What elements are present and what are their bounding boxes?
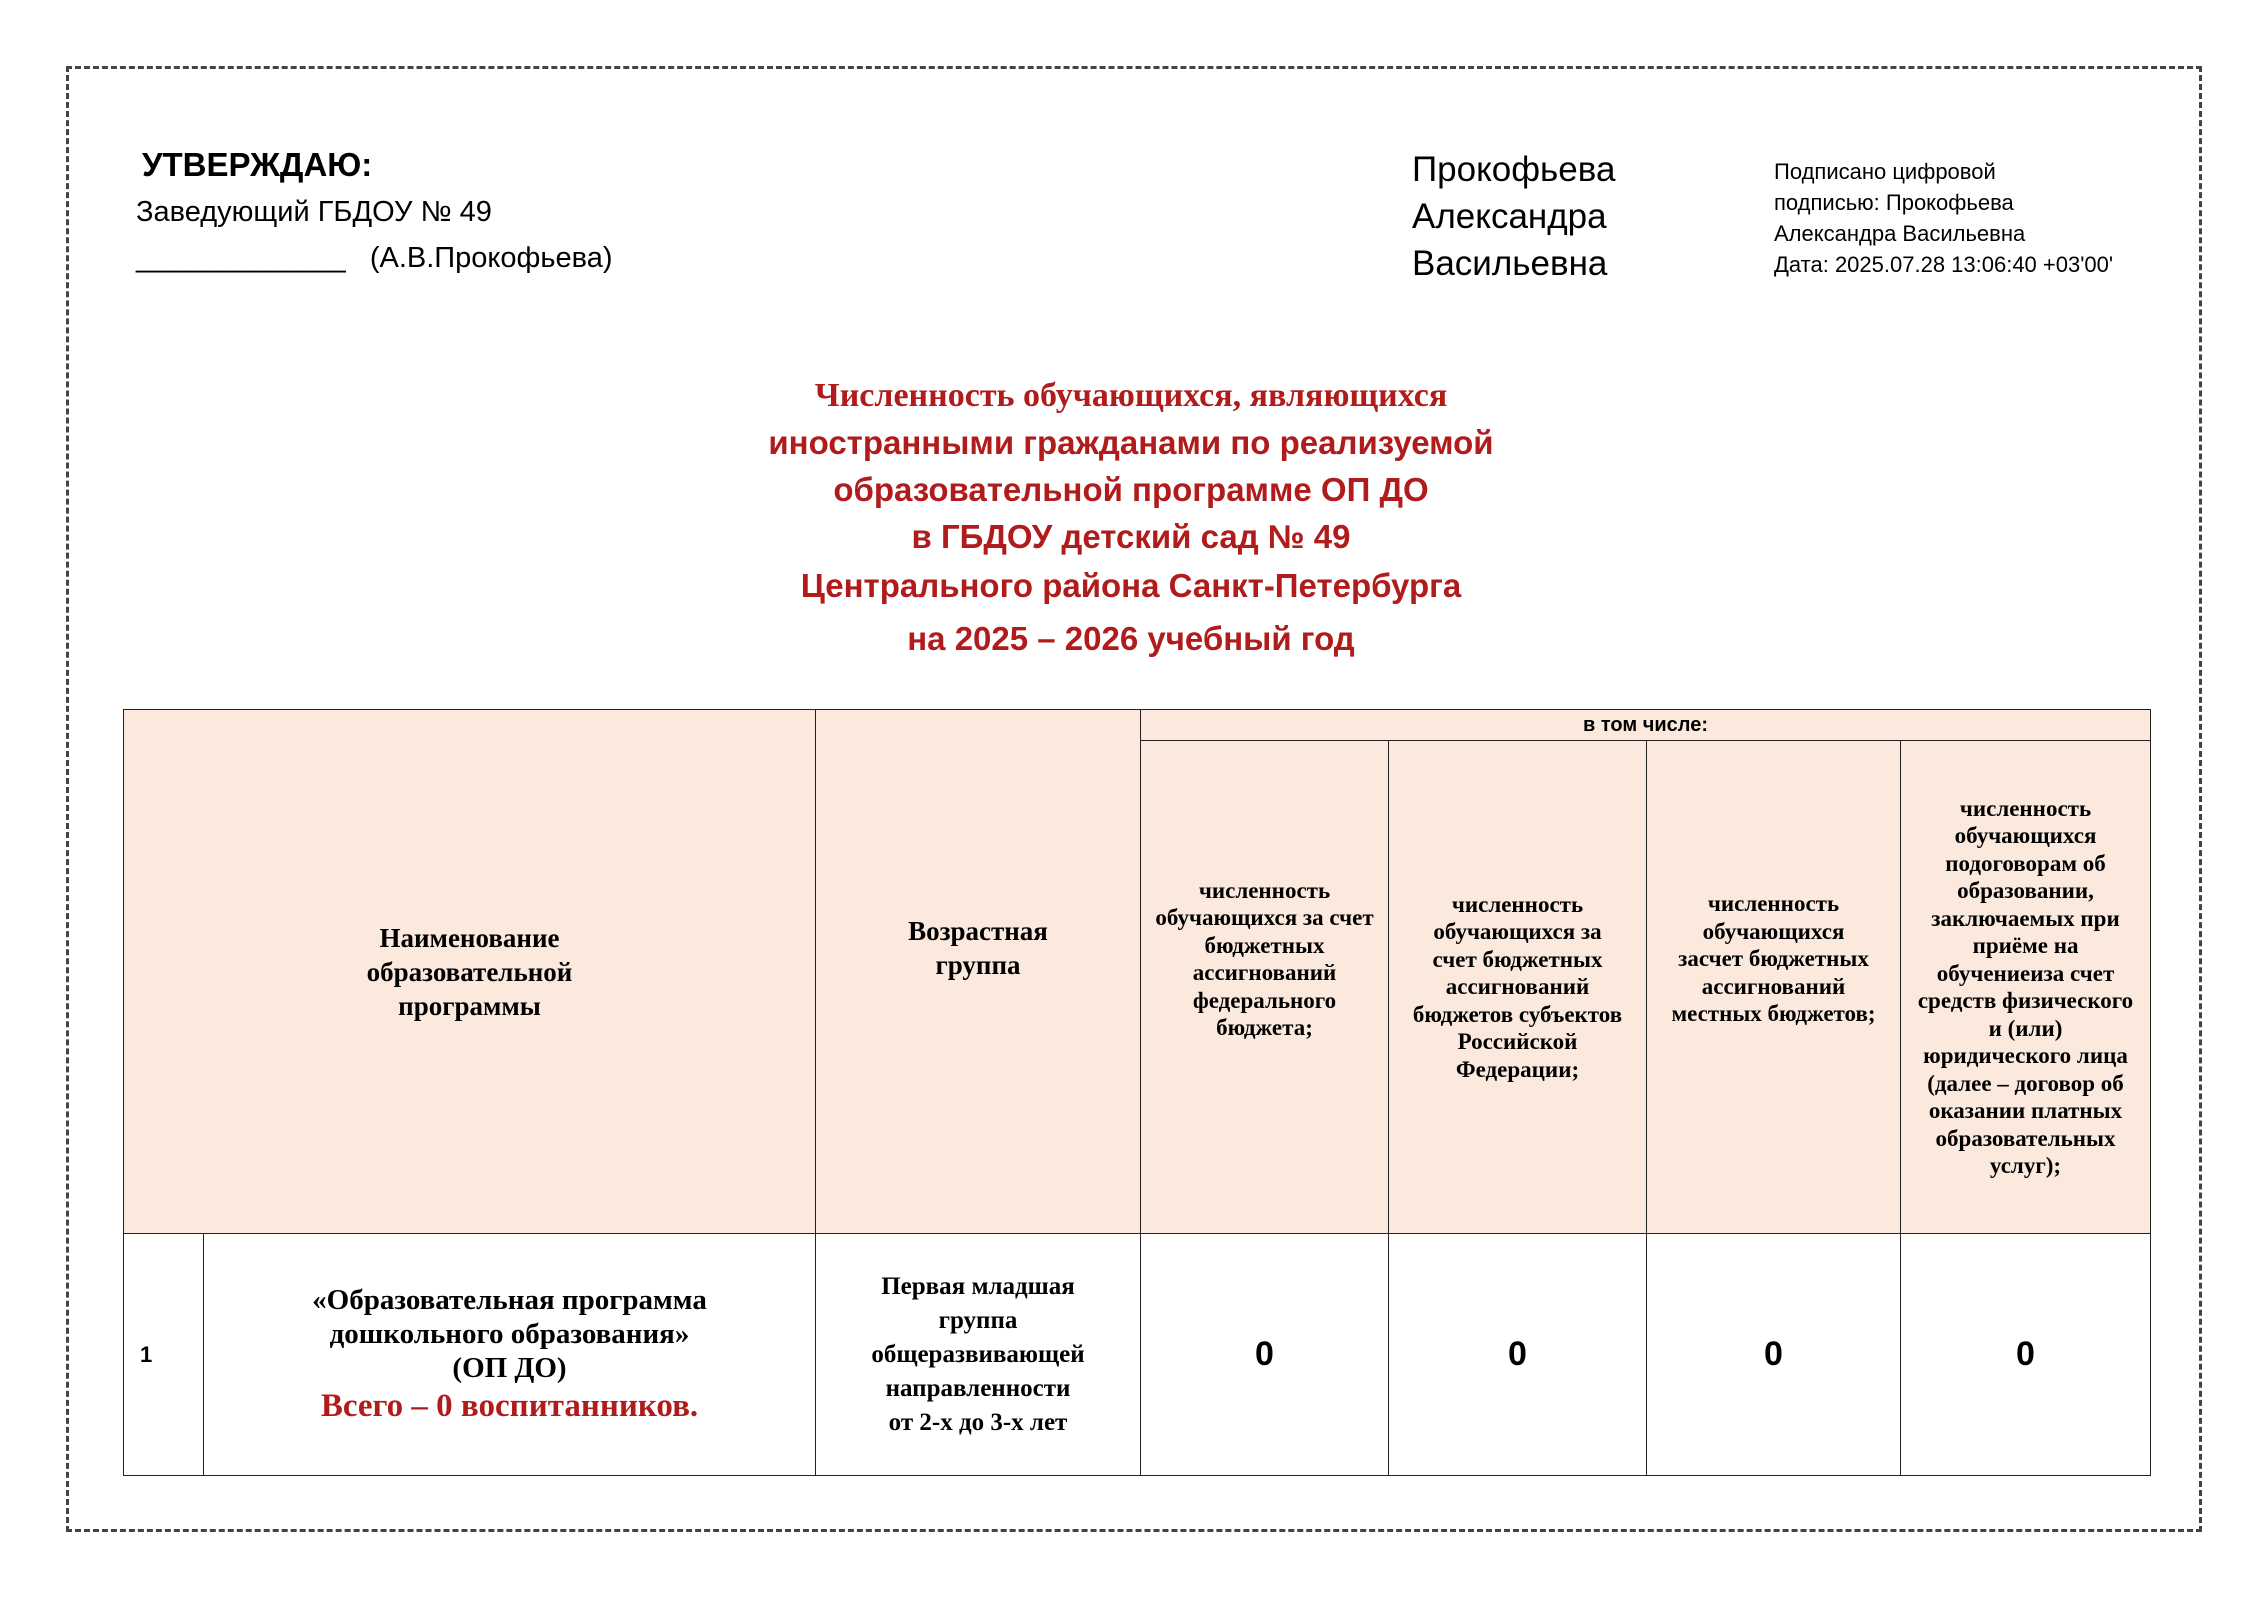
program-line: (ОП ДО) [452, 1351, 567, 1384]
table-row [124, 1234, 2151, 1476]
header-age-group: Возрастная группа [816, 710, 1141, 1234]
total-pupils: Всего – 0 воспитанников. [320, 1387, 699, 1424]
signer-name-line: Прокофьева [1412, 150, 1616, 189]
header-paid-services: численность обучающихся подоговорам об образовании, заключаемых при приёме на обучениеиза счет средств физического и (или) юридического лица (далее – договор об оказании платных образовательных услуг); [1901, 741, 2151, 1234]
program-line: «Образовательная программа [312, 1283, 707, 1316]
value-regional: 0 [1389, 1234, 1647, 1476]
title-line: Численность обучающихся, являющихся [814, 377, 1448, 414]
program-cell [204, 1234, 816, 1476]
age-group-cell [816, 1234, 1141, 1476]
enrollment-table [123, 709, 2151, 1476]
age-group-line: группа [938, 1306, 1018, 1334]
value-local: 0 [1647, 1234, 1901, 1476]
row-number: 1 [124, 1234, 204, 1476]
signer-name [1412, 146, 1615, 287]
approval-heading: УТВЕРЖДАЮ: [142, 146, 373, 183]
title-line: иностранными гражданами по реализуемой [768, 424, 1494, 461]
signature-note-line: подписью: Прокофьева [1774, 190, 2014, 215]
approval-position: Заведующий ГБДОУ № 49 [136, 196, 492, 228]
age-group-line: Первая младшая [881, 1272, 1075, 1300]
header-local-budget: численность обучающихся засчет бюджетных ассигнований местных бюджетов; [1647, 741, 1901, 1234]
age-group-line: от 2-х до 3-х лет [888, 1408, 1068, 1436]
age-group-line: направленности [885, 1374, 1071, 1402]
signature-note-line: Александра Васильевна [1774, 221, 2026, 246]
signature-note-line: Подписано цифровой [1774, 159, 1996, 184]
age-group-line: общеразвивающей [871, 1340, 1085, 1368]
value-paid: 0 [1901, 1234, 2151, 1476]
program-line: дошкольного образования» [329, 1317, 690, 1350]
header-federal-budget: численность обучающихся за счет бюджетных ассигнований федерального бюджета; [1141, 741, 1389, 1234]
digital-signature-note [1774, 156, 2113, 280]
title-line: образовательной программе ОП ДО [833, 471, 1429, 508]
value-federal: 0 [1141, 1234, 1389, 1476]
header-program-name: Наименование образовательной программы [124, 710, 816, 1234]
title-line: на 2025 – 2026 учебный год [907, 620, 1355, 657]
title-line: Центрального района Санкт-Петербурга [800, 567, 1462, 604]
signer-name-line: Васильевна [1412, 244, 1608, 283]
signature-note-line: Дата: 2025.07.28 13:06:40 +03'00' [1774, 252, 2114, 277]
header-including: в том числе: [1141, 710, 2151, 741]
title-line: в ГБДОУ детский сад № 49 [911, 518, 1351, 555]
approval-signature-line: _____________ (А.В.Прокофьева) [136, 242, 613, 274]
header-regional-budget: численность обучающихся за счет бюджетных ассигнований бюджетов субъектов Российской Федерации; [1389, 741, 1647, 1234]
signer-name-line: Александра [1412, 197, 1607, 236]
document-title [0, 372, 2262, 666]
